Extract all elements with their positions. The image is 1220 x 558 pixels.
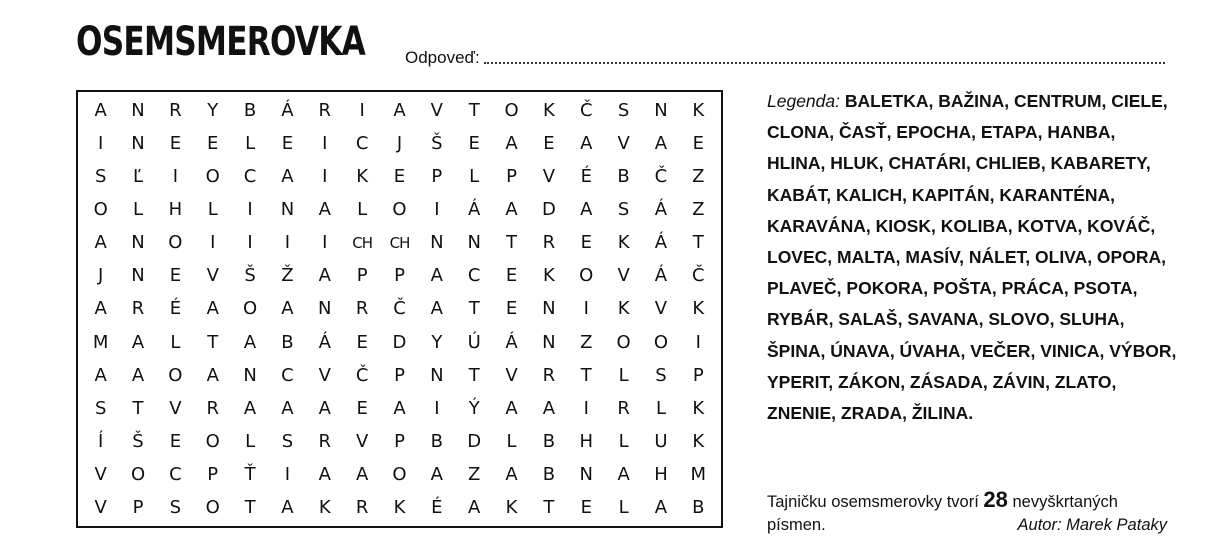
grid-cell[interactable]: I [322,232,328,254]
grid-cell[interactable]: A [505,133,518,155]
grid-cell[interactable]: A [94,100,107,122]
grid-cell[interactable]: R [542,364,556,386]
grid-cell[interactable]: I [247,232,253,254]
grid-cell[interactable]: T [468,298,480,320]
grid-cell[interactable]: P [207,463,219,485]
grid-cell[interactable]: L [469,166,480,188]
grid-cell[interactable]: L [245,133,256,155]
grid-cell[interactable]: N [542,298,556,320]
grid-cell[interactable]: N [430,232,444,254]
grid-cell[interactable]: T [506,232,518,254]
grid-cell[interactable]: I [284,232,291,254]
grid-cell[interactable]: R [355,298,369,320]
grid-cell[interactable]: P [394,265,405,287]
grid-cell[interactable]: J [98,265,104,287]
grid-cell[interactable]: A [318,265,331,287]
grid-cell[interactable]: E [393,166,406,188]
footer-text-after: nevyškrtaných písmen. [767,493,1118,534]
grid-cell[interactable]: T [543,496,555,518]
grid-cell[interactable]: CH [352,233,373,252]
grid-cell[interactable]: O [392,463,407,485]
grid-cell[interactable]: P [692,364,704,386]
grid-cell[interactable]: I [247,199,253,221]
grid-cell[interactable]: E [356,331,368,353]
grid-cell[interactable]: E [505,298,518,320]
legend-words: BALETKA, BAŽINA, CENTRUM, CIELE, CLONA, ČASŤ, EPOCHA, ETAPA, HANBA, HLINA, HLUK, CHATÁRI, CHLIEB, KABARETY, KABÁT, KALICH, KAPITÁN, KARANTÉNA, KARAVÁNA, KIOSK, KOLIBA, KOTVA, KOVÁČ, LOVEC, MALTA, MASÍV, NÁLET, OLIVA, OPORA, PLAVEČ, POKORA, POŠTA, PRÁCA, PSOTA, RYBÁR, SALAŠ, SAVANA, SLOVO, SLUHA, ŠPINA, ÚNAVA, ÚVAHA, VEČER, VINICA, VÝBOR, YPERIT, ZÁKON, ZÁSADA, ZÁVIN, ZLATO, ZNENIE, ZRADA, ŽILINA. [767,91,1177,424]
grid-cell[interactable]: A [505,463,518,485]
grid-cell[interactable]: R [617,397,630,419]
grid-cell[interactable]: Á [281,100,294,122]
grid-cell[interactable]: P [431,166,443,188]
grid-cell[interactable]: D [467,430,482,452]
grid-cell[interactable]: V [542,166,556,188]
grid-cell[interactable]: Ž [281,265,294,287]
grid-cell[interactable]: I [434,397,440,419]
grid-cell[interactable]: N [430,364,444,386]
grid-cell[interactable]: A [430,298,443,320]
grid-cell[interactable]: A [131,331,145,353]
grid-cell[interactable]: L [207,199,218,221]
grid-cell[interactable]: I [695,331,701,353]
grid-cell[interactable]: E [169,133,182,155]
grid-cell[interactable]: Č [692,265,705,287]
grid-cell[interactable]: A [505,199,518,221]
grid-cell[interactable]: H [654,463,668,485]
grid-cell[interactable]: V [94,496,107,518]
grid-cell[interactable]: Ľ [133,166,144,188]
grid-cell[interactable]: A [654,496,668,518]
grid-cell[interactable]: B [430,430,444,452]
grid-cell[interactable]: O [93,199,108,221]
grid-cell[interactable]: V [654,298,668,320]
grid-cell[interactable]: A [617,463,630,485]
grid-cell[interactable]: E [505,265,518,287]
grid-cell[interactable]: J [396,133,403,155]
puzzle-title: OSEMSMEROVKA [76,19,366,65]
grid-cell[interactable]: A [206,364,219,386]
legend [767,86,1177,429]
grid-cell[interactable]: O [130,463,146,485]
grid-cell[interactable]: K [692,298,705,320]
grid-cell[interactable]: L [618,430,629,452]
grid-cell[interactable]: E [207,133,219,155]
grid-cell[interactable]: N [243,364,257,386]
grid-cell[interactable]: V [169,397,182,419]
legend-label: Legenda: [767,91,840,111]
grid-cell[interactable]: Č [355,364,369,386]
grid-cell[interactable]: O [616,331,631,353]
grid-cell[interactable]: Č [654,166,668,188]
grid-cell[interactable]: R [355,496,369,518]
grid-cell[interactable]: C [281,364,294,386]
grid-cell[interactable]: N [467,232,481,254]
grid-cell[interactable]: A [430,463,443,485]
grid-cell[interactable]: N [131,265,145,287]
grid-cell[interactable]: B [281,331,294,353]
grid-cell[interactable]: É [431,496,443,518]
grid-cell[interactable]: A [281,397,294,419]
grid-cell[interactable]: N [579,463,593,485]
grid-cell[interactable]: Á [318,331,331,353]
grid-cell[interactable]: A [430,265,443,287]
grid-cell[interactable]: E [543,133,555,155]
grid-cell[interactable]: K [393,496,406,518]
grid-cell[interactable]: Y [431,331,443,353]
grid-cell[interactable]: E [356,397,368,419]
grid-cell[interactable]: A [580,133,593,155]
grid-cell[interactable]: L [506,430,517,452]
grid-cell[interactable]: K [505,496,518,518]
grid-cell[interactable]: N [542,331,556,353]
grid-cell[interactable]: N [280,199,295,221]
grid-cell[interactable]: A [281,496,294,518]
grid-cell[interactable]: R [131,298,145,320]
grid-cell[interactable]: B [542,430,556,452]
hidden-letter-count: 28 [983,487,1008,512]
grid-cell[interactable]: A [393,397,406,419]
grid-cell[interactable]: A [355,463,369,485]
grid-cell[interactable]: B [542,463,556,485]
grid-cell[interactable]: Á [505,331,518,353]
grid-cell[interactable]: A [243,331,257,353]
grid-cell[interactable]: K [318,496,331,518]
grid-cell[interactable]: V [617,133,630,155]
grid-cell[interactable]: L [618,496,629,518]
grid-cell[interactable]: E [580,232,592,254]
grid-cell[interactable]: L [170,331,181,353]
grid-cell[interactable]: S [94,166,107,188]
grid-cell[interactable]: É [580,166,592,188]
grid-cell[interactable]: P [506,166,517,188]
grid-cell[interactable]: I [98,133,104,155]
grid-cell[interactable]: A [206,298,219,320]
grid-cell[interactable]: N [131,232,145,254]
grid-cell[interactable]: R [542,232,556,254]
grid-cell[interactable]: Z [468,463,481,485]
grid-cell[interactable]: S [94,397,107,419]
answer-label: Odpoveď: [405,48,480,67]
grid-cell[interactable]: K [617,298,630,320]
grid-cell[interactable]: V [617,265,630,287]
grid-cell[interactable]: T [468,364,480,386]
grid-cell[interactable]: P [356,265,368,287]
grid-cell[interactable]: I [284,463,291,485]
grid-cell[interactable]: É [169,298,182,320]
grid-cell[interactable]: P [132,496,144,518]
grid-cell[interactable]: S [169,496,182,518]
grid-cell[interactable]: Č [393,298,406,320]
grid-cell[interactable]: R [318,430,332,452]
grid-cell[interactable]: K [617,232,630,254]
grid-cell[interactable]: A [580,199,593,221]
grid-cell[interactable]: D [392,331,407,353]
grid-cell[interactable]: I [583,298,589,320]
grid-cell[interactable]: V [94,463,107,485]
grid-cell[interactable]: N [654,100,668,122]
grid-cell[interactable]: I [172,166,179,188]
grid-cell[interactable]: B [243,100,257,122]
grid-cell[interactable]: E [692,133,704,155]
grid-cell[interactable]: B [617,166,630,188]
grid-cell[interactable]: Ť [244,463,256,485]
grid-cell[interactable]: T [244,496,256,518]
grid-cell[interactable]: U [654,430,668,452]
grid-cell[interactable]: A [94,232,107,254]
grid-cell[interactable]: L [357,199,368,221]
grid-cell[interactable]: T [132,397,144,419]
grid-cell[interactable]: A [318,397,331,419]
grid-cell[interactable]: V [505,364,518,386]
grid-cell[interactable]: Ý [468,397,480,419]
grid-cell[interactable]: I [434,199,440,221]
grid-cell[interactable]: K [543,100,555,122]
footer-note [767,488,1167,537]
grid-cell[interactable]: A [94,298,107,320]
grid-cell[interactable]: O [504,100,519,122]
grid-cell[interactable]: H [168,199,183,221]
grid-cell[interactable]: K [692,100,705,122]
grid-cell[interactable]: A [654,133,668,155]
grid-cell[interactable]: A [542,397,556,419]
grid-cell[interactable]: Á [468,199,481,221]
grid-cell[interactable]: L [655,397,666,419]
grid-cell[interactable]: P [394,430,405,452]
grid-cell[interactable]: N [318,298,332,320]
grid-cell[interactable]: Ú [467,331,481,353]
grid-cell[interactable]: E [169,430,182,452]
grid-cell[interactable]: A [505,397,518,419]
grid-cell[interactable]: K [543,265,555,287]
grid-cell[interactable]: A [281,298,294,320]
grid-cell[interactable]: L [133,199,144,221]
grid-cell[interactable]: E [281,133,294,155]
grid-cell[interactable]: K [692,397,705,419]
grid-cell[interactable]: S [655,364,667,386]
grid-cell[interactable]: Y [207,100,219,122]
grid-cell[interactable]: I [322,133,328,155]
grid-cell[interactable]: R [206,397,219,419]
grid-cell[interactable]: A [393,100,406,122]
grid-cell[interactable]: Š [431,133,443,155]
author-credit: Autor: Marek Pataky [1017,516,1167,534]
grid-cell[interactable]: C [243,166,257,188]
grid-cell[interactable]: A [281,166,294,188]
grid-cell[interactable]: E [580,496,592,518]
grid-cell[interactable]: B [692,496,705,518]
grid-cell[interactable]: O [653,331,669,353]
grid-cell[interactable]: I [322,166,328,188]
grid-cell[interactable]: Š [244,265,256,287]
grid-cell[interactable]: N [131,100,145,122]
grid-cell[interactable]: Z [692,166,705,188]
grid-cell[interactable]: O [579,265,594,287]
grid-cell[interactable]: K [356,166,369,188]
grid-cell[interactable]: N [131,133,145,155]
grid-cell[interactable]: S [281,430,294,452]
grid-cell[interactable]: A [318,199,331,221]
answer-dotted-line[interactable] [484,61,1165,64]
grid-cell[interactable]: K [692,430,705,452]
grid-cell[interactable]: Á [654,265,668,287]
grid-cell[interactable]: V [206,265,219,287]
grid-cell[interactable]: A [94,364,107,386]
grid-cell[interactable]: V [430,100,443,122]
grid-cell[interactable]: Á [654,232,668,254]
grid-cell[interactable]: C [467,265,481,287]
grid-cell[interactable]: L [245,430,256,452]
grid-cell[interactable]: C [169,463,182,485]
letter-grid [76,90,723,528]
grid-cell[interactable]: O [205,496,220,518]
grid-cell[interactable]: CH [389,233,410,252]
footer-text-before: Tajničku osemsmerovky tvorí [767,493,979,511]
grid-cell[interactable]: Z [692,199,705,221]
grid-cell[interactable]: T [207,331,219,353]
grid-cell[interactable]: O [242,298,258,320]
grid-cell[interactable]: O [205,430,220,452]
grid-cell[interactable]: P [394,364,405,386]
grid-cell[interactable]: O [392,199,407,221]
grid-cell[interactable]: A [468,496,481,518]
grid-cell[interactable]: Á [654,199,668,221]
grid-cell[interactable]: O [168,364,183,386]
grid-cell[interactable]: A [318,463,331,485]
grid-cell[interactable]: T [692,232,704,254]
grid-cell[interactable]: I [210,232,216,254]
grid-cell[interactable]: E [169,265,182,287]
grid-cell[interactable]: E [468,133,480,155]
grid-cell[interactable]: Z [580,331,593,353]
grid-cell[interactable]: V [318,364,331,386]
grid-cell[interactable]: S [617,199,630,221]
grid-cell[interactable]: A [243,397,257,419]
grid-cell[interactable]: T [468,100,480,122]
grid-cell[interactable]: R [318,100,332,122]
grid-cell[interactable]: T [580,364,592,386]
grid-cell[interactable]: H [579,430,594,452]
grid-cell[interactable]: M [690,463,707,485]
grid-cell[interactable]: Š [132,430,144,452]
grid-cell[interactable]: I [359,100,365,122]
grid-cell[interactable]: Í [98,430,104,452]
grid-cell[interactable]: L [618,364,629,386]
answer-field[interactable] [405,44,1165,68]
grid-cell[interactable]: O [168,232,183,254]
grid-cell[interactable]: S [617,100,630,122]
grid-cell[interactable]: M [92,331,109,353]
grid-cell[interactable]: Č [579,100,593,122]
grid-cell[interactable]: O [205,166,220,188]
grid-cell[interactable]: D [541,199,556,221]
grid-cell[interactable]: R [169,100,182,122]
grid-cell[interactable]: C [355,133,369,155]
grid-cell[interactable]: I [583,397,589,419]
grid-cell[interactable]: V [355,430,369,452]
grid-cell[interactable]: A [131,364,145,386]
